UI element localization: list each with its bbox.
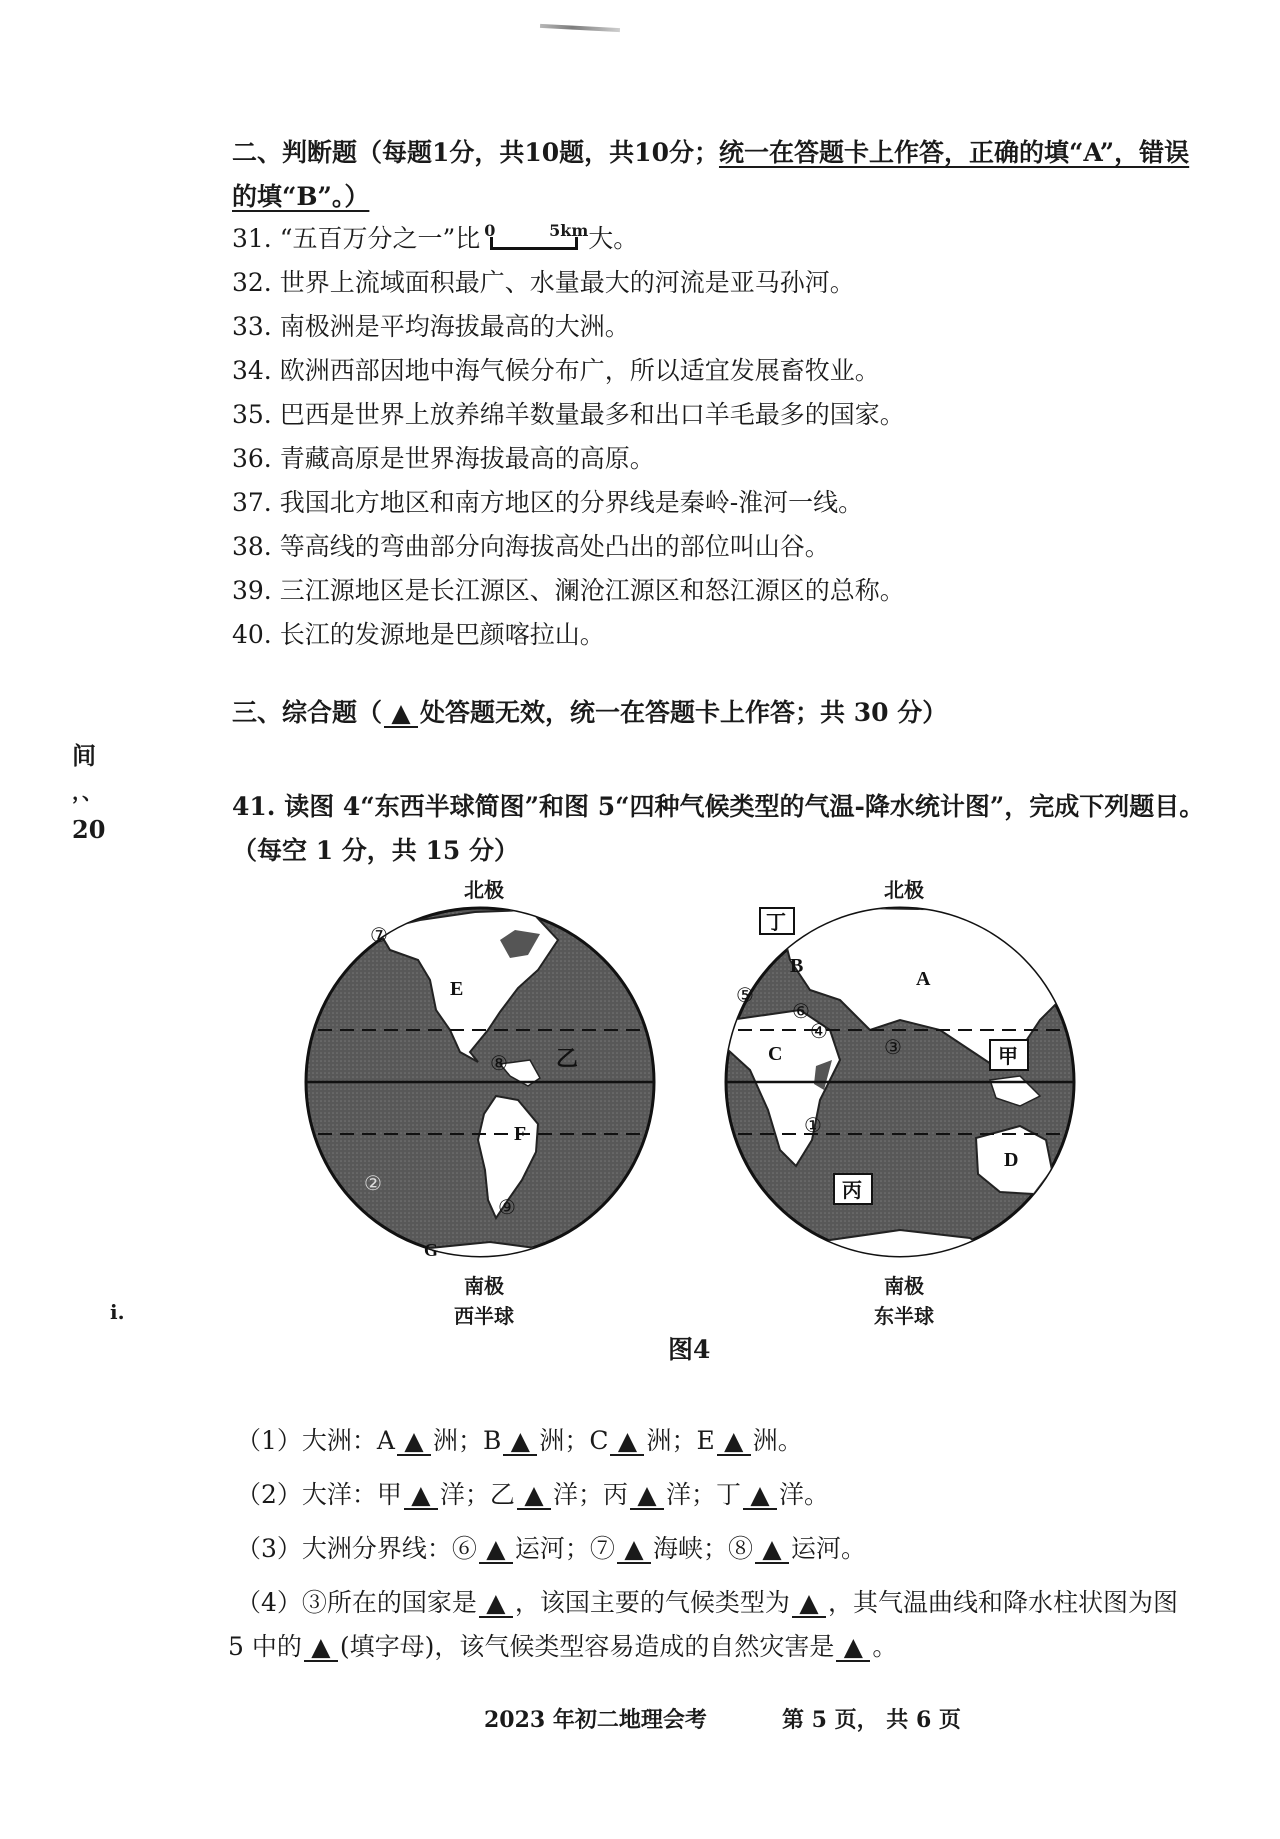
antarctica-west: [360, 1242, 600, 1264]
margin-note-1: 间: [72, 741, 96, 770]
label-F: F: [514, 1123, 527, 1145]
margin-note-4: i.: [110, 1300, 125, 1324]
answer-blank[interactable]: ▲: [755, 1536, 789, 1564]
answer-blank[interactable]: ▲: [304, 1634, 338, 1662]
margin-note-3: 20: [72, 815, 106, 844]
answer-blank[interactable]: ▲: [479, 1536, 513, 1564]
answer-blank[interactable]: ▲: [743, 1482, 777, 1510]
subquestion-4-line2: [228, 1630, 897, 1664]
sq2-part4: 洋；丁: [665, 1480, 741, 1509]
answer-blank[interactable]: ▲: [610, 1428, 644, 1456]
question-34: 34. 欧洲西部因地中海气候分布广，所以适宜发展畜牧业。: [232, 356, 880, 385]
answer-blank[interactable]: ▲: [836, 1634, 870, 1662]
label-D: D: [1004, 1149, 1019, 1171]
answer-blank[interactable]: ▲: [792, 1590, 826, 1618]
subquestion-4: [236, 1586, 1178, 1620]
q31-text: 31. “五百万分之一”比: [232, 224, 481, 253]
sq2-part1: （2）大洋：甲: [236, 1480, 402, 1509]
section2-heading-line2: 的填“B”。）: [232, 182, 370, 211]
answer-blank[interactable]: ▲: [397, 1428, 431, 1456]
answer-blank[interactable]: ▲: [517, 1482, 551, 1510]
sq4-part4: 5 中的: [228, 1632, 302, 1661]
east-south-pole-label: 南极: [884, 1274, 924, 1298]
question-37: 37. 我国北方地区和南方地区的分界线是秦岭-淮河一线。: [232, 488, 864, 517]
q31-tail: 大。: [588, 224, 639, 253]
sq1-part3: 洲；C: [539, 1426, 609, 1455]
sq4-part3: ，其气温曲线和降水柱状图为图: [827, 1588, 1178, 1617]
answer-blank[interactable]: ▲: [617, 1536, 651, 1564]
question-39: 39. 三江源地区是长江源区、澜沧江源区和怒江源区的总称。: [232, 576, 905, 605]
section3-heading: [232, 696, 947, 730]
label-C: C: [768, 1043, 783, 1065]
answer-blank[interactable]: ▲: [630, 1482, 664, 1510]
east-north-pole-label: 北极: [884, 878, 924, 902]
sq1-part1: （1）大洲：A: [236, 1426, 395, 1455]
sq1-part2: 洲；B: [432, 1426, 502, 1455]
east-hemisphere-title: 东半球: [874, 1304, 934, 1328]
subquestion-1: [236, 1424, 803, 1458]
label-3: ③: [884, 1035, 902, 1059]
label-E: E: [450, 978, 464, 1000]
footer-exam-name: 2023 年初二地理会考: [484, 1707, 707, 1733]
label-bing: 丙: [842, 1178, 862, 1202]
label-5: ⑤: [736, 983, 754, 1007]
west-hemisphere-title: 西半球: [454, 1304, 514, 1328]
section3-heading-pre: 三、综合题（: [232, 698, 383, 727]
sq4-part5: (填字母)，该气候类型容易造成的自然灾害是: [339, 1632, 835, 1661]
label-6: ⑥: [792, 999, 810, 1023]
section2-heading: [232, 136, 1189, 170]
section2-heading-text: 二、判断题（每题1分，共10题，共10分；: [232, 138, 719, 167]
answer-blank[interactable]: ▲: [717, 1428, 751, 1456]
west-north-pole-label: 北极: [464, 878, 504, 902]
question-36: 36. 青藏高原是世界海拔最高的高原。: [232, 444, 655, 473]
sq4-part6: 。: [872, 1632, 898, 1661]
margin-note-2: ，、: [72, 780, 102, 804]
sq3-part3: 海峡；⑧: [652, 1534, 753, 1563]
label-G: G: [424, 1240, 439, 1260]
answer-blank[interactable]: ▲: [479, 1590, 513, 1618]
question-40: 40. 长江的发源地是巴颜喀拉山。: [232, 620, 605, 649]
sq2-part3: 洋；丙: [552, 1480, 628, 1509]
label-yi: 乙: [556, 1046, 579, 1071]
sq2-part5: 洋。: [778, 1480, 829, 1509]
label-9: ⑨: [498, 1195, 516, 1219]
sq4-part1: （4）③所在的国家是: [236, 1588, 477, 1617]
footer-page-number: 第 5 页， 共 6 页: [782, 1707, 961, 1733]
sq3-part1: （3）大洲分界线：⑥: [236, 1534, 477, 1563]
blank-marker: ▲: [384, 700, 418, 728]
question-38: 38. 等高线的弯曲部分向海拔高处凸出的部位叫山谷。: [232, 532, 830, 561]
scale-bar: [484, 221, 589, 256]
scale-zero-label: 0: [484, 221, 496, 240]
question-41-score: （每空 1 分，共 15 分）: [232, 836, 520, 865]
answer-blank[interactable]: ▲: [503, 1428, 537, 1456]
question-35: 35. 巴西是世界上放养绵羊数量最多和出口羊毛最多的国家。: [232, 400, 905, 429]
label-1: ①: [804, 1113, 822, 1137]
sq3-part4: 运河。: [790, 1534, 866, 1563]
label-jia: 甲: [998, 1044, 1018, 1068]
scan-artifact: [540, 24, 620, 32]
sq1-part4: 洲；E: [646, 1426, 715, 1455]
question-33: 33. 南极洲是平均海拔最高的大洲。: [232, 312, 630, 341]
label-2: ②: [364, 1171, 382, 1195]
label-B: B: [790, 955, 804, 977]
figure-4-caption: 图4: [668, 1335, 711, 1364]
question-41: 41. 读图 4“东西半球简图”和图 5“四种气候类型的气温-降水统计图”，完成下列题目。: [232, 792, 1205, 821]
section3-heading-post: 处答题无效，统一在答题卡上作答；共 30 分）: [420, 698, 948, 727]
sq2-part2: 洋；乙: [439, 1480, 515, 1509]
answer-blank[interactable]: ▲: [404, 1482, 438, 1510]
sq1-part5: 洲。: [752, 1426, 803, 1455]
scale-km-label: 5km: [549, 221, 589, 240]
sq4-part2: ，该国主要的气候类型为: [514, 1588, 790, 1617]
sq3-part2: 运河；⑦: [514, 1534, 615, 1563]
label-8: ⑧: [490, 1051, 508, 1075]
label-A: A: [916, 968, 931, 990]
label-4: ④: [810, 1019, 828, 1043]
label-7: ⑦: [370, 923, 388, 947]
western-hemisphere-map: [300, 900, 660, 1264]
label-ding: 丁: [766, 910, 786, 934]
question-32: 32. 世界上流域面积最广、水量最大的河流是亚马孙河。: [232, 268, 855, 297]
question-31: [232, 222, 638, 256]
west-south-pole-label: 南极: [464, 1274, 504, 1298]
subquestion-3: [236, 1532, 866, 1566]
section2-heading-underlined: 统一在答题卡上作答，正确的填“A”，错误: [718, 138, 1190, 167]
eastern-hemisphere-map: [720, 900, 1080, 1264]
subquestion-2: [236, 1478, 829, 1512]
